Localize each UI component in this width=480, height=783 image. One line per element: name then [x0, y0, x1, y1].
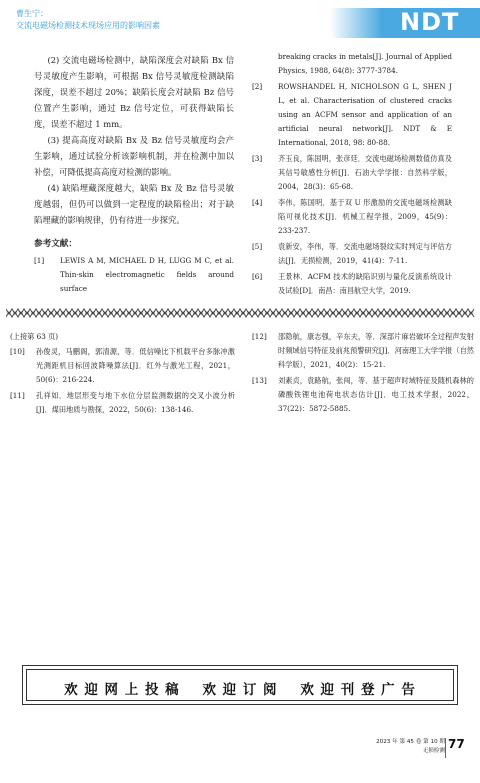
reference-item	[10, 345, 235, 387]
reference-text: ROWSHANDEL H, NICHOLSON G L, SHEN J L, et al. Characterisation of clustered cracks using an ACFM sensor and application of an artificial neural network[J]. NDT & E International, 2018, 98: 80-88.	[278, 82, 452, 147]
page-number: 77	[448, 737, 465, 751]
reference-item	[252, 240, 452, 268]
body-left-column	[34, 52, 234, 298]
reference-text: 刘素贞，袁路航，张闯，等．基于超声时域特征及随机森林的磷酸铁锂电池荷电状态估计[J]．电工技术学报，2022，37(22)：5872-5885.	[278, 376, 474, 413]
reference-number: [1]	[34, 256, 45, 265]
references-heading: 参考文献：	[34, 239, 77, 249]
reference-item	[252, 330, 474, 372]
header-band-fade	[330, 8, 382, 38]
reference-text: LEWIS A M, MICHAEL D H, LUGG M C, et al. Thin-skin electromagnetic fields around surface	[60, 256, 234, 293]
issue-info: 2023 年 第 45 卷 第 10 期	[376, 739, 445, 745]
conclusion-paragraph-2: (2) 交流电磁场检测中，缺陷深度会对缺陷 Bx 信号灵敏度产生影响，可根据 Bx 信号灵敏度检测缺陷深度，误差不超过 20%；缺陷长度会对缺陷 Bz 信号位置产生影响，通过 Bz 信号定位，可获得缺陷长度，误差不超过 1 mm。	[34, 55, 234, 129]
banner-text: 欢 迎 网 上 投 稿 欢 迎 订 阅 欢 迎 刊 登 广 告	[64, 682, 416, 698]
reference-text: 孙俊灵，马鹏阁，郭清源，等．低信噪比下机载平台多脉冲激光测距机目标回波降噪算法[J]．红外与激光工程，2021，50(6)：216-224.	[36, 347, 235, 384]
reference-text: 李伟，陈国明．基于双 U 形激励的交流电磁场检测缺陷可视化技术[J]．机械工程学报，2009，45(9)：233-237.	[278, 198, 452, 235]
page-footer	[370, 738, 445, 756]
reference-number: [13]	[252, 376, 267, 385]
reference-number: [10]	[10, 347, 25, 356]
reference-item	[252, 50, 452, 78]
reference-number: [3]	[252, 154, 263, 163]
conclusion-paragraph-4: (4) 缺陷埋藏深度越大，缺陷 Bx 及 Bz 信号灵敏度越弱，但仍可以做到一定程度的缺陷检出；对于缺陷埋藏的影响规律，仍有待进一步探究。	[34, 183, 234, 225]
journal-name: 无损检测	[422, 748, 445, 754]
reference-text: 王景林．ACFM 技术的缺陷识别与量化反演系统设计及试验[D]．南昌：南昌航空大学，2019.	[278, 272, 452, 295]
running-head-author: 曹生宁：	[16, 9, 48, 18]
continued-from-note: (上接第 63 页)	[10, 332, 59, 341]
conclusion-paragraph-3: (3) 提高高度对缺陷 Bx 及 Bz 信号灵敏度均会产生影响，通过试验分析该影响机制，并在检测中加以补偿，可降低提高高度对检测的影响。	[34, 135, 234, 177]
reference-text: 孔祥如．地层形变与地下水位分层监测数据的交叉小波分析[J]．煤田地质与勘探，2022，50(6)：138-146.	[36, 391, 235, 414]
reference-item	[252, 374, 474, 416]
reference-item	[252, 80, 452, 150]
ndt-logo: NDT	[400, 8, 460, 36]
reference-number: [2]	[252, 82, 263, 91]
reference-number: [11]	[10, 391, 25, 400]
reference-item	[252, 196, 452, 238]
reference-item	[252, 152, 452, 194]
reference-text: 齐玉良，陈国明，张彦廷．交流电磁场检测数值仿真及其信号敏感性分析[J]．石油大学学报：自然科学版，2004，28(3)：65-68.	[278, 154, 452, 191]
reference-number: [5]	[252, 242, 263, 251]
zigzag-divider	[6, 307, 476, 319]
reference-text: 袁新安，李伟，等．交流电磁场裂纹实时判定与评估方法[J]．无损检测，2019，41(4)：7-11.	[278, 242, 452, 265]
reference-text: 邵隐航，康志强，辛东夫，等．深部片麻岩破坏全过程声发射时频域信号特征及前兆预警研究[J]．河南理工大学学报（自然科学版），2021，40(2)：15-21.	[278, 332, 474, 369]
reference-number: [12]	[252, 332, 267, 341]
reference-number: [4]	[252, 198, 263, 207]
reference-number: [6]	[252, 272, 263, 281]
continued-right-column	[252, 330, 474, 418]
reference-item	[252, 270, 452, 298]
reference-item	[10, 389, 235, 417]
body-right-column	[252, 50, 452, 300]
page-number-rule	[445, 738, 446, 758]
page-header	[0, 0, 480, 42]
running-head-title: 交流电磁场检测技术现场应用的影响因素	[16, 21, 160, 30]
reference-item	[34, 254, 234, 296]
journal-banner	[22, 665, 458, 705]
reference-text: breaking cracks in metals[J]. Journal of Applied Physics, 1988, 64(8): 3777-3784.	[278, 52, 452, 75]
continued-left-column	[10, 330, 235, 419]
